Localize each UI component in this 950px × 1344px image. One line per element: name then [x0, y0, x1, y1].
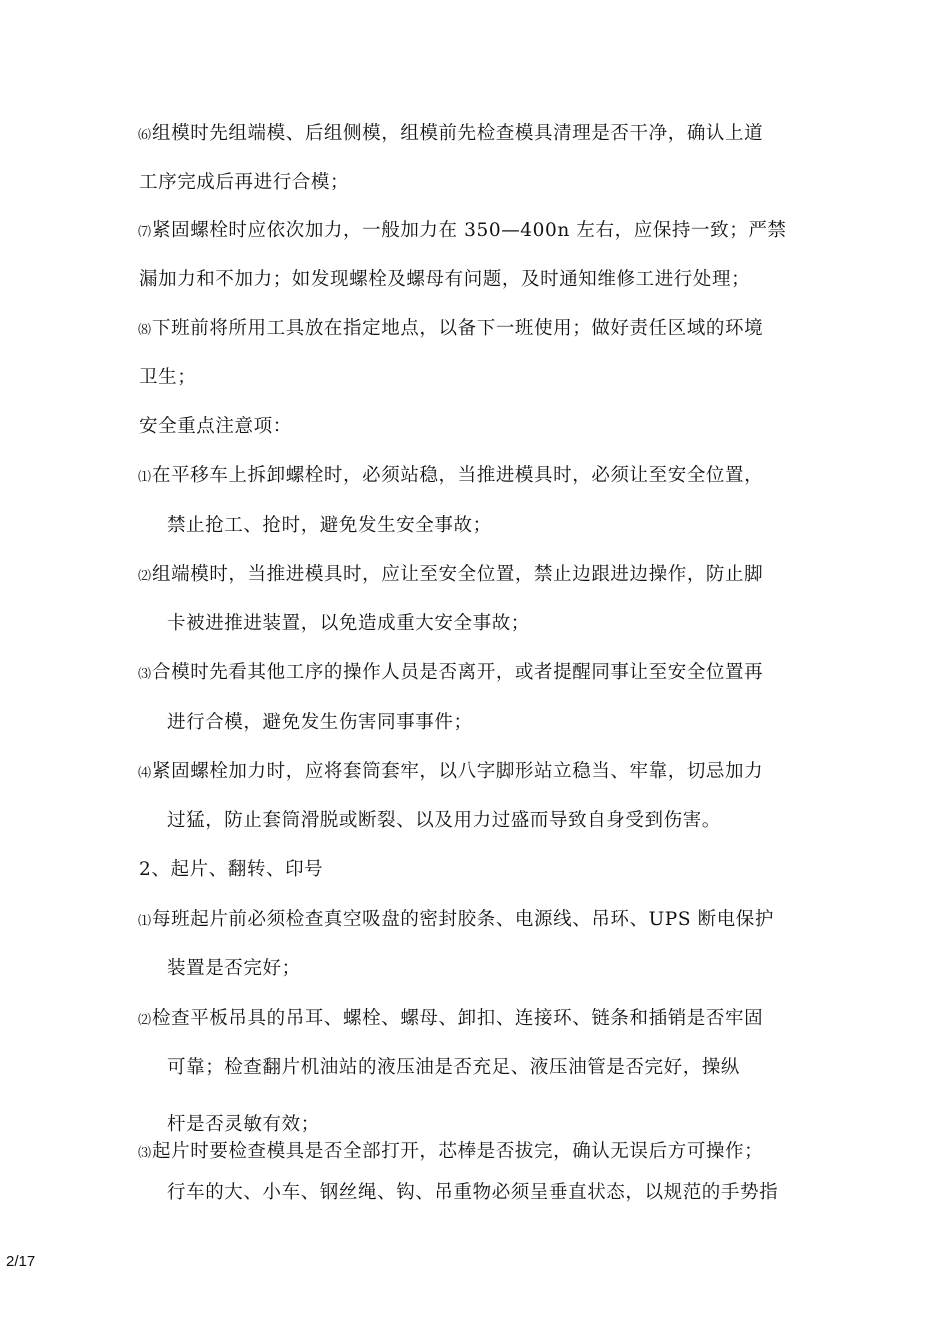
list-marker: ⑷ [138, 766, 152, 781]
body-line [138, 1007, 763, 1033]
line-text: 行车的大、小车、钢丝绳、钩、吊重物必须呈垂直状态，以规范的手势指 [167, 1182, 779, 1203]
list-marker: ⑶ [138, 667, 152, 682]
body-line [138, 464, 763, 490]
body-line [166, 514, 492, 540]
line-text: 紧固螺栓加力时，应将套筒套牢，以八字脚形站立稳当、牢靠，切忌加力 [152, 761, 764, 782]
section-heading [138, 858, 323, 884]
list-marker: ⑻ [138, 323, 152, 338]
list-marker: ⑵ [138, 569, 152, 584]
body-line [138, 122, 763, 148]
body-line [138, 563, 763, 589]
line-text: 检查平板吊具的吊耳、螺栓、螺母、卸扣、连接环、链条和插销是否牢固 [152, 1008, 764, 1029]
line-text: 进行合模，避免发生伤害同事事件； [167, 712, 473, 733]
line-text: 过猛，防止套筒滑脱或断裂、以及用力过盛而导致自身受到伤害。 [167, 810, 721, 831]
body-line [166, 1113, 320, 1139]
line-text: 装置是否完好； [167, 958, 301, 979]
list-marker: ⑺ [138, 225, 152, 240]
page-number: 2/17 [6, 1253, 36, 1270]
list-marker: ⑴ [138, 914, 152, 929]
body-line [166, 1056, 740, 1082]
section-heading [138, 415, 292, 441]
line-text: 杆是否灵敏有效； [167, 1114, 320, 1135]
body-line [166, 957, 301, 983]
line-text: 卫生； [139, 367, 197, 388]
line-text: 每班起片前必须检查真空吸盘的密封胶条、电源线、吊环、UPS 断电保护 [152, 909, 775, 930]
body-line [138, 760, 763, 786]
body-line [138, 268, 750, 294]
line-text: 漏加力和不加力；如发现螺栓及螺母有问题，及时通知维修工进行处理； [139, 269, 751, 290]
body-line [166, 711, 473, 737]
line-text: 组模时先组端模、后组侧模，组模前先检查模具清理是否干净，确认上道 [152, 123, 764, 144]
list-marker: ⑶ [138, 1146, 152, 1161]
line-text: 起片时要检查模具是否全部打开，芯棒是否拔完，确认无误后方可操作； [152, 1141, 764, 1162]
body-line [138, 219, 787, 245]
list-marker: ⑵ [138, 1013, 152, 1028]
line-text: 2、起片、翻转、印号 [139, 859, 324, 880]
body-line [138, 317, 763, 343]
line-text: 卡被进推进装置，以免造成重大安全事故； [167, 613, 530, 634]
line-text: 组端模时，当推进模具时，应让至安全位置，禁止边跟进边操作，防止脚 [152, 564, 764, 585]
line-text: 工序完成后再进行合模； [139, 172, 350, 193]
line-text: 禁止抢工、抢时，避免发生安全事故； [167, 515, 492, 536]
list-marker: ⑴ [138, 470, 152, 485]
body-line [138, 366, 196, 392]
line-text: 可靠；检查翻片机油站的液压油是否充足、液压油管是否完好，操纵 [167, 1057, 741, 1078]
body-line [166, 809, 721, 835]
body-line [138, 661, 763, 687]
body-line [138, 908, 774, 934]
list-marker: ⑹ [138, 128, 152, 143]
body-line [138, 171, 349, 197]
body-line [166, 612, 530, 638]
body-line [138, 1140, 763, 1166]
line-text: 紧固螺栓时应依次加力，一般加力在 350—400n 左右，应保持一致；严禁 [152, 220, 787, 241]
line-text: 安全重点注意项： [139, 416, 292, 437]
line-text: 合模时先看其他工序的操作人员是否离开，或者提醒同事让至安全位置再 [152, 662, 764, 683]
body-line [166, 1181, 778, 1207]
line-text: 在平移车上拆卸螺栓时，必须站稳，当推进模具时，必须让至安全位置， [152, 465, 764, 486]
line-text: 下班前将所用工具放在指定地点，以备下一班使用；做好责任区域的环境 [152, 318, 764, 339]
